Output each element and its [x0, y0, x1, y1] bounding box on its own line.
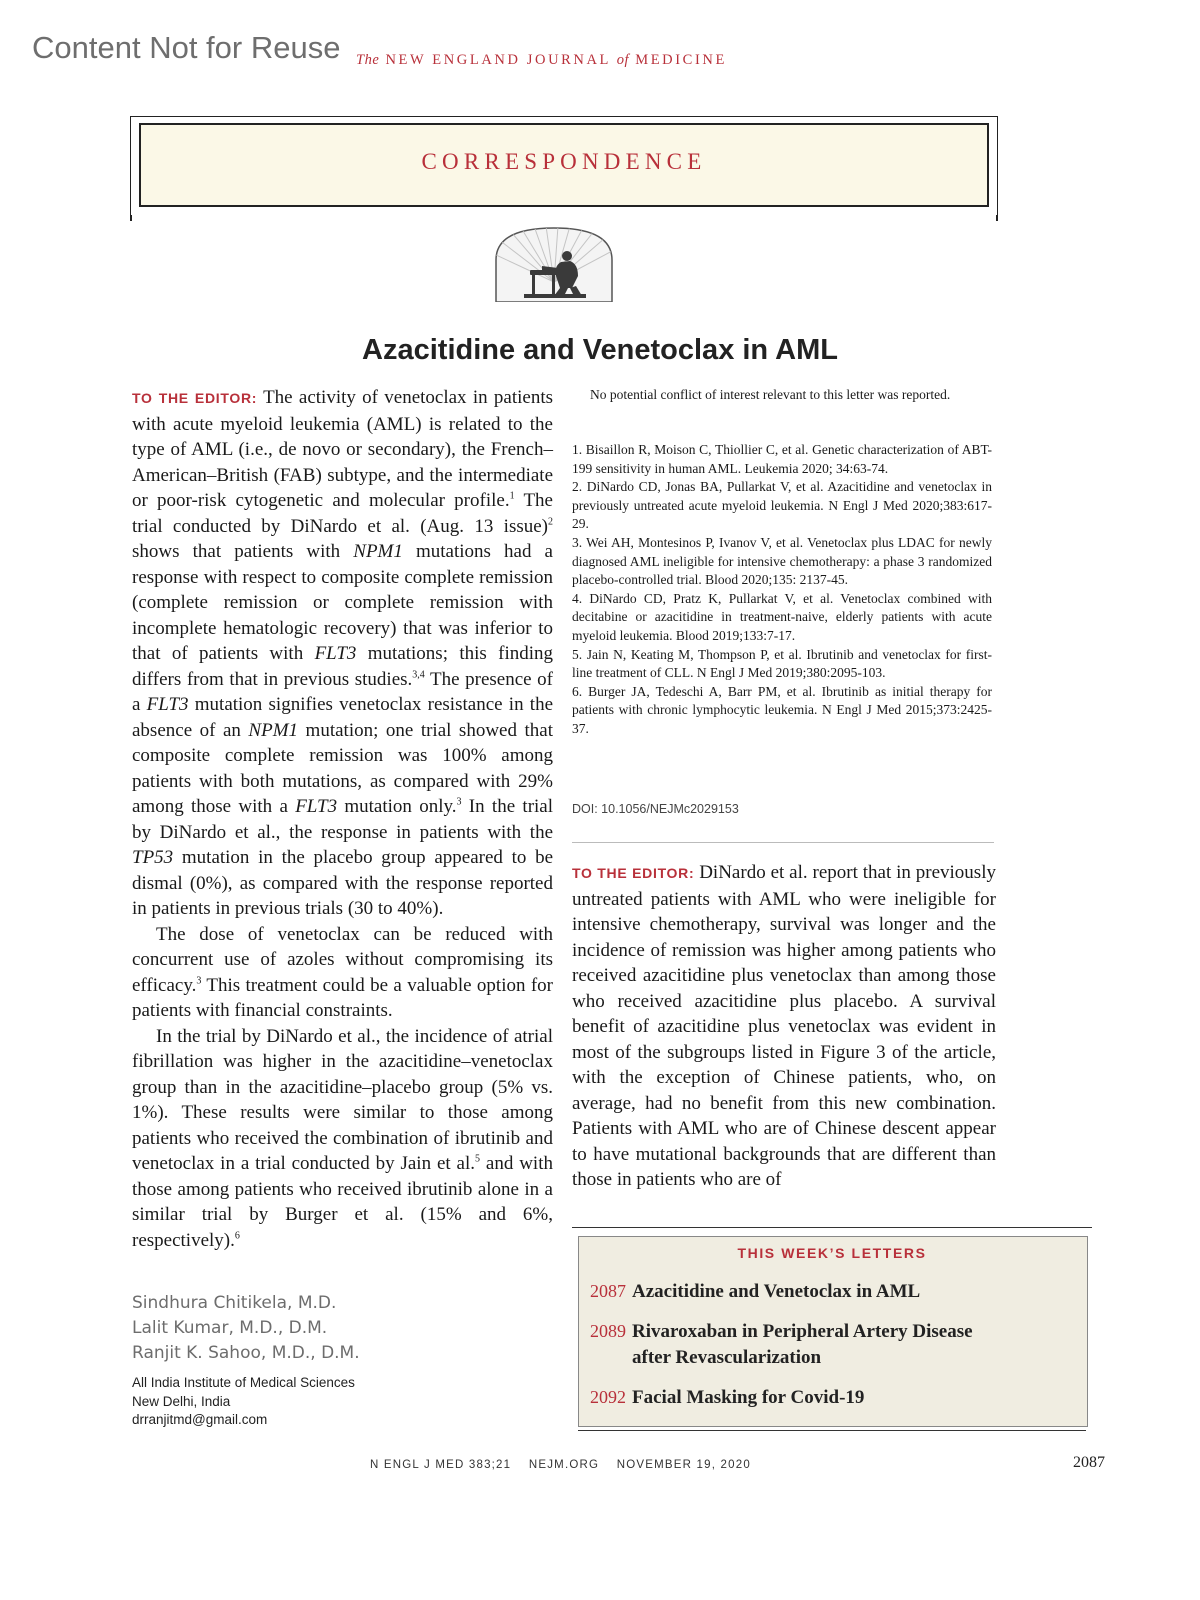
footer-citation: N ENGL J MED 383;21: [370, 1459, 512, 1471]
letter2-lead: TO THE EDITOR:: [572, 865, 695, 881]
this-week-page-number: 2092: [590, 1387, 626, 1407]
masthead-part1: NEW ENGLAND JOURNAL: [385, 52, 611, 68]
text-run: mutations had a response with respect to composite complete remission (complete remission or complete remission with incomplete hematologic recovery) that was inferior to that of patients with: [132, 541, 553, 664]
page-footer: [370, 1459, 751, 1471]
letter2-body: [572, 860, 996, 1193]
letter1-paragraph-3: [132, 1024, 553, 1254]
reference-item: 1. Bisaillon R, Moison C, Thiollier C, et al. Genetic characterization of ABT-199 sensitivity in human AML. Leukemia 2020; 34:63-74.: [572, 442, 992, 476]
author-name: Lalit Kumar, M.D., D.M.: [132, 1318, 328, 1338]
gene-name: FLT3: [314, 643, 357, 664]
reference-item: 3. Wei AH, Montesinos P, Ivanov V, et al. Venetoclax plus LDAC for newly diagnosed AML ineligible for intensive chemotherapy: a phase 3 randomized placebo-controlled trial. Blood 2020;135: 2137-45.: [572, 534, 992, 588]
citation-superscript: 1: [509, 490, 515, 502]
text-run: mutation; one trial showed that composite complete remission was 100% among patients with both mutations, as compared with 29% among those with a: [132, 719, 553, 817]
text-run: The activity of venetoclax in patients with acute myeloid leukemia (AML) is related to the type of AML (i.e., de novo or secondary), the French–American–British (FAB) subtype, and the intermediate or poor-risk cytogenetic and molecular profile.: [132, 387, 553, 511]
text-run: mutations; this finding differs from that in previous studies.: [132, 643, 553, 690]
gene-name: TP53: [132, 847, 174, 868]
letter1-affiliation: [132, 1374, 355, 1430]
text-run: mutation signifies venetoclax resistance in the absence of an: [132, 694, 554, 741]
masthead-part2: MEDICINE: [635, 52, 727, 68]
this-week-item-3[interactable]: Facial Masking for Covid-19: [632, 1387, 865, 1408]
this-week-page-number: 2089: [590, 1321, 626, 1341]
letter2-paragraph: [572, 860, 996, 1193]
reference-item: 2. DiNardo CD, Jonas BA, Pullarkat V, et al. Azacitidine and venetoclax in previously untreated acute myeloid leukemia. N Engl J Med 2020;383:617-29.: [572, 479, 993, 532]
reference-item: 6. Burger JA, Tedeschi A, Barr PM, et al. Ibrutinib as initial therapy for patients with chronic lymphocytic leukemia. N Engl J Med 2015;373:2425-37.: [572, 683, 992, 736]
text-run: This treatment could be a valuable option for patients with financial constraints.: [132, 974, 553, 1021]
reference-item: 5. Jain N, Keating M, Thompson P, et al. Ibrutinib and venetoclax for first-line treatment of CLL. N Engl J Med 2019;380:2095-103.: [572, 646, 993, 681]
author-name: Ranjit K. Sahoo, M.D., D.M.: [132, 1343, 360, 1363]
letter1-lead: TO THE EDITOR:: [132, 390, 258, 406]
letter-divider: [572, 842, 994, 843]
text-run: mutation only.: [337, 796, 457, 817]
letter1-paragraph-1: [132, 385, 553, 922]
page-number: 2087: [1073, 1454, 1105, 1471]
this-week-heading: THIS WEEK’S LETTERS: [737, 1245, 927, 1261]
reference-list: [572, 441, 992, 739]
this-week-item-2[interactable]: Rivaroxaban in Peripheral Artery Disease after Revascularization: [632, 1321, 973, 1368]
citation-superscript: 5: [475, 1153, 481, 1165]
affiliation-institution: All India Institute of Medical Sciences: [132, 1375, 355, 1390]
article-title: Azacitidine and Venetoclax in AML: [362, 334, 838, 366]
citation-superscript: 6: [234, 1230, 240, 1242]
author-email[interactable]: drranjitmd@gmail.com: [132, 1412, 268, 1427]
affiliation-location: New Delhi, India: [132, 1393, 231, 1409]
gene-name: NPM1: [353, 541, 403, 562]
text-run: The dose of venetoclax can be reduced with concurrent use of azoles without compromising its efficacy.: [132, 923, 553, 996]
text-run: and with those among patients who received ibrutinib alone in a similar trial by Burger et al. (15% and 6%, respectively).: [132, 1153, 553, 1251]
text-run: mutation in the placebo group appeared to be dismal (0%), as compared with the response reported in patients in previous trials (30 to 40%).: [132, 847, 553, 919]
section-title: CORRESPONDENCE: [421, 149, 707, 174]
gene-name: NPM1: [248, 719, 299, 741]
author-name: Sindhura Chitikela, M.D.: [132, 1293, 337, 1313]
citation-superscript: 3,4: [412, 669, 425, 681]
citation-superscript: 3: [456, 796, 462, 808]
citation-superscript: 3: [196, 975, 202, 987]
text-run: The trial conducted by DiNardo et al. (Aug. 13 issue): [132, 490, 553, 537]
footer-date: NOVEMBER 19, 2020: [616, 1459, 751, 1471]
text-run: In the trial by DiNardo et al., the response in patients with the: [132, 796, 554, 843]
reference-item: 4. DiNardo CD, Pratz K, Pullarkat V, et al. Venetoclax combined with decitabine or azacitidine in treatment-naive, elderly patients with acute myeloid leukemia. Blood 2019;133:7-17.: [572, 590, 993, 643]
text-run: shows that patients with: [132, 541, 354, 562]
conflict-of-interest: No potential conflict of interest relevant to this letter was reported.: [590, 387, 951, 402]
masthead-the: The: [356, 52, 380, 68]
letter1-paragraph-2: [132, 922, 553, 1024]
citation-superscript: 2: [548, 516, 553, 528]
footer-site[interactable]: NEJM.ORG: [528, 1459, 600, 1471]
letter1-body: [132, 385, 553, 1253]
text-run: In the trial by DiNardo et al., the incidence of atrial fibrillation was higher in the azacitidine–venetoclax group than in the azacitidine–placebo group (5% vs. 1%). These results were similar to those among patients who received the combination of ibrutinib and venetoclax in a trial conducted by Jain et al.: [132, 1025, 553, 1174]
gene-name: FLT3: [146, 694, 189, 715]
this-week-item-1[interactable]: Azacitidine and Venetoclax in AML: [632, 1281, 921, 1302]
scholar-emblem-icon: [494, 226, 614, 307]
text-run: The presence of a: [132, 668, 553, 715]
this-week-bottom-rule: [578, 1430, 1086, 1431]
this-week-top-rule: [572, 1227, 1092, 1228]
letter1-authors: [132, 1291, 360, 1366]
gene-name: FLT3: [295, 796, 338, 817]
journal-masthead: [356, 52, 727, 69]
doi-link[interactable]: DOI: 10.1056/NEJMc2029153: [572, 802, 739, 816]
this-week-page-number: 2087: [590, 1281, 626, 1301]
masthead-of: of: [616, 52, 629, 68]
watermark: Content Not for Reuse: [32, 30, 341, 65]
letter2-text: DiNardo et al. report that in previously untreated patients with AML who were ineligible for intensive chemotherapy, survival was longer and the incidence of remission was higher among patients who received azacitidine plus venetoclax than among those who received azacitidine plus placebo. A survival benefit of azacitidine plus venetoclax was evident in most of the subgroups listed in Figure 3 of the article, with the exception of Chinese patients, who, on average, had no benefit from this new combination. Patients with AML who are of Chinese descent appear to have mutational backgrounds that are different than those in patients who are of: [572, 862, 996, 1190]
